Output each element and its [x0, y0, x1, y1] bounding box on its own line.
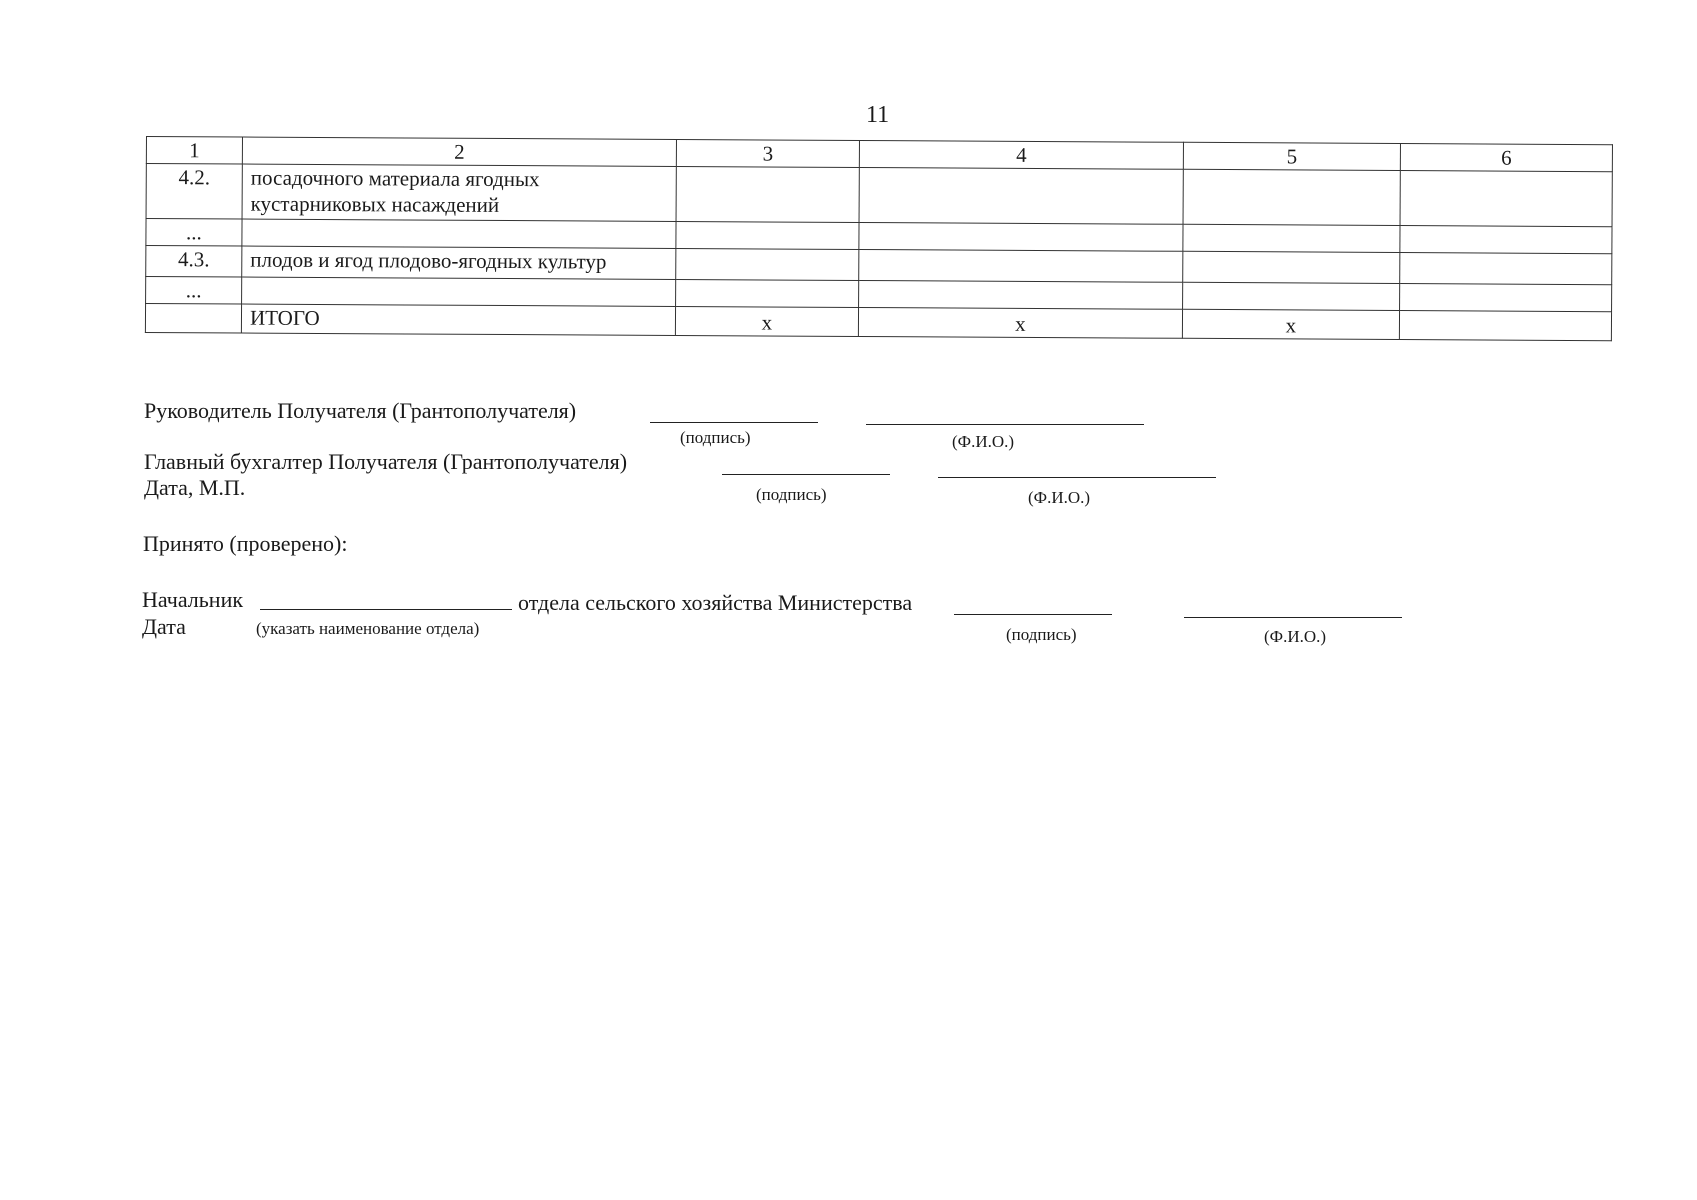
chief-sign-caption: (подпись): [1006, 625, 1077, 644]
header-cell: 1: [146, 137, 242, 165]
head-signature-line: [650, 422, 818, 423]
chief-department-text: отдела сельского хозяйства Министерства: [518, 590, 913, 615]
header-cell: 6: [1400, 144, 1612, 172]
row-cell: х: [1182, 309, 1399, 339]
chief-name-caption: (Ф.И.О.): [1264, 627, 1327, 646]
accountant-name-caption: (Ф.И.О.): [1028, 488, 1091, 507]
head-name-caption: (Ф.И.О.): [952, 432, 1015, 451]
row-cell: [676, 279, 859, 307]
accountant-name-line: [938, 477, 1216, 478]
header-cell: 4: [859, 140, 1183, 169]
row-cell: [1399, 311, 1611, 341]
row-number: ...: [146, 277, 242, 305]
row-number: [145, 304, 241, 334]
header-cell: 5: [1183, 142, 1400, 170]
head-sign-caption: (подпись): [680, 428, 751, 447]
row-cell: [1183, 224, 1400, 252]
row-cell: [1183, 282, 1400, 310]
row-cell: [1400, 253, 1612, 285]
row-number: 4.3.: [146, 246, 242, 278]
row-cell: [676, 166, 859, 222]
chief-signature-line: [954, 614, 1112, 615]
row-name: [242, 277, 676, 306]
head-label: Руководитель Получателя (Грантополучателя): [144, 398, 577, 423]
table-row: [146, 164, 1612, 227]
header-cell: 2: [242, 137, 676, 166]
row-cell: [676, 221, 859, 249]
row-cell: [859, 222, 1183, 251]
report-table: [145, 136, 1613, 341]
row-cell: [676, 248, 859, 280]
accountant-label: Главный бухгалтер Получателя (Грантополучателя): [144, 449, 628, 474]
total-label: ИТОГО: [241, 304, 675, 335]
row-cell: [1183, 251, 1400, 283]
chief-name-line: [1184, 617, 1402, 618]
row-cell: [1400, 171, 1612, 227]
row-number: ...: [146, 219, 242, 247]
row-name: плодов и ягод плодово-ягодных культур: [242, 246, 676, 279]
row-name: [242, 219, 676, 248]
chief-date-label: Дата: [142, 614, 186, 639]
head-name-line: [866, 424, 1144, 425]
accountant-signature-line: [722, 474, 890, 475]
chief-department-caption: (указать наименование отдела): [256, 619, 480, 638]
accepted-label: Принято (проверено):: [143, 531, 348, 556]
chief-label: Начальник: [142, 587, 244, 612]
row-cell: [1400, 226, 1612, 254]
accountant-sign-caption: (подпись): [756, 485, 827, 504]
row-cell: [859, 167, 1183, 224]
row-name: посадочного материала ягодных кустарниковых насаждений: [242, 164, 676, 221]
page-number: 11: [866, 102, 890, 128]
row-cell: х: [858, 307, 1182, 338]
row-cell: [859, 280, 1183, 309]
row-cell: [859, 249, 1183, 282]
row-cell: [1183, 169, 1400, 225]
header-cell: 3: [676, 139, 859, 167]
row-cell: х: [675, 306, 858, 336]
row-number: 4.2.: [146, 164, 242, 220]
row-cell: [1400, 284, 1612, 312]
department-name-line: [260, 609, 512, 610]
date-mp-label: Дата, М.П.: [144, 475, 246, 500]
